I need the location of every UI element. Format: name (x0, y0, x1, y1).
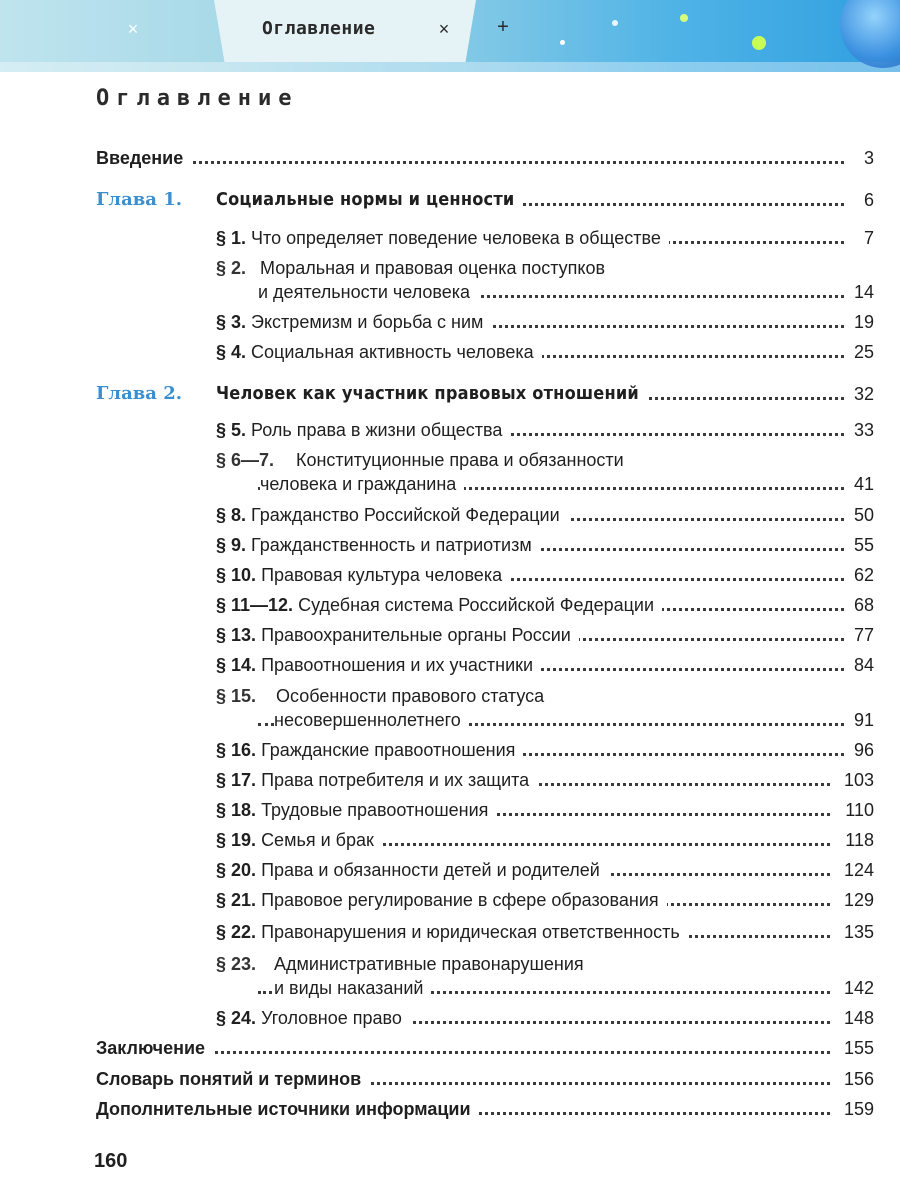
section-number: § 4. (216, 342, 247, 362)
toc-entry (216, 828, 382, 852)
toc-page-number: 156 (838, 1067, 874, 1091)
toc-page-number: 103 (838, 768, 874, 792)
new-tab-icon[interactable]: + (497, 16, 509, 38)
toc-row[interactable] (0, 888, 900, 912)
section-title-line1: Конституционные права и обязанности (296, 450, 624, 470)
section-number: § 18. (216, 800, 257, 820)
toc-page-number: 14 (848, 280, 874, 304)
toc-row-conclusion[interactable] (0, 1036, 900, 1060)
chapter-title: Социальные нормы и ценности (216, 188, 522, 212)
toc-row[interactable] (0, 920, 900, 944)
toc-page-number: 19 (848, 310, 874, 334)
toc-row[interactable] (0, 768, 900, 792)
section-title: Социальная активность человека (251, 342, 534, 362)
section-number: § 11—12. (216, 595, 294, 615)
toc-entry (216, 920, 688, 944)
toc-back-label: Дополнительные источники информации (96, 1097, 479, 1121)
section-title: Правовая культура человека (261, 565, 503, 585)
toc-row[interactable] (0, 828, 900, 852)
section-title-line1: Административные правонарушения (274, 954, 584, 974)
section-number: § 23. (216, 954, 257, 974)
toc-page-number: 25 (848, 340, 874, 364)
section-number: § 22. (216, 922, 257, 942)
toc-row[interactable] (0, 798, 900, 822)
toc-row[interactable] (0, 563, 900, 587)
toc-row[interactable] (0, 448, 900, 496)
toc-page-number: 3 (858, 146, 874, 170)
toc-entry (216, 226, 669, 250)
toc-row[interactable] (0, 226, 900, 250)
section-number: § 20. (216, 860, 257, 880)
toc-entry (216, 768, 537, 792)
toc-chapter-2[interactable] (0, 382, 900, 406)
section-title: Гражданство Российской Федерации (251, 505, 560, 525)
toc-row[interactable] (0, 1006, 900, 1030)
toc-row[interactable] (0, 684, 900, 732)
toc-entry (216, 340, 542, 364)
section-number: § 1. (216, 228, 247, 248)
toc-row[interactable] (0, 310, 900, 334)
section-title: и виды наказаний (274, 976, 431, 1000)
section-title: Права потребителя и их защита (261, 770, 530, 790)
page-title: Оглавление (96, 86, 299, 111)
section-number: § 6—7. (216, 450, 275, 470)
tab-close-icon[interactable]: × (438, 19, 450, 39)
section-number: § 8. (216, 505, 247, 525)
toc-row[interactable] (0, 952, 900, 1000)
section-title: Роль права в жизни общества (251, 420, 503, 440)
toc-back-label: Заключение (96, 1036, 213, 1060)
toc-page-number: 159 (838, 1097, 874, 1121)
chapter-title: Человек как участник правовых отношений (216, 382, 647, 406)
section-title: Уголовное право (261, 1008, 402, 1028)
toc-entry (216, 858, 608, 882)
toc-entry (216, 798, 496, 822)
toc-page-number: 110 (839, 798, 874, 822)
toc-page-number: 41 (848, 472, 874, 496)
toc-row[interactable] (0, 623, 900, 647)
toc-entry (216, 593, 662, 617)
section-number: § 10. (216, 565, 257, 585)
toc-entry (216, 888, 667, 912)
toc-row[interactable] (0, 340, 900, 364)
section-title: Трудовые правоотношения (261, 800, 489, 820)
section-number: § 13. (216, 625, 257, 645)
toc-page-number: 96 (848, 738, 874, 762)
section-title: Семья и брак (261, 830, 374, 850)
section-number: § 2. (216, 258, 247, 278)
section-title: Правоотношения и их участники (261, 655, 534, 675)
section-title: Права и обязанности детей и родителей (261, 860, 600, 880)
toc-page-number: 50 (848, 503, 874, 527)
toc-page-number: 91 (848, 708, 874, 732)
toc-entry (216, 418, 510, 442)
section-number: § 24. (216, 1008, 257, 1028)
toc-row[interactable] (0, 738, 900, 762)
toc-row[interactable] (0, 256, 900, 304)
toc-chapter-1[interactable] (0, 188, 900, 212)
tab-title[interactable]: Оглавление (262, 18, 376, 39)
section-title: человека и гражданина (260, 472, 464, 496)
toc-page-number: 129 (838, 888, 874, 912)
section-title: Правовое регулирование в сфере образования (261, 890, 659, 910)
toc-page-number: 32 (848, 382, 874, 406)
toc-entry (216, 623, 579, 647)
section-number: § 16. (216, 740, 257, 760)
section-title: несовершеннолетнего (274, 708, 469, 732)
toc-entry (216, 563, 510, 587)
toc-entry (216, 533, 540, 557)
toc-entry (216, 653, 541, 677)
section-title-line1: Особенности правового статуса (276, 686, 545, 706)
toc-row-intro[interactable] (0, 146, 900, 170)
section-title: Гражданские правоотношения (261, 740, 516, 760)
section-number: § 21. (216, 890, 257, 910)
toc-page-number: 135 (838, 920, 874, 944)
section-title: и деятельности человека (258, 280, 478, 304)
toc-entry (216, 738, 523, 762)
toc-entry (216, 1006, 410, 1030)
toc-page-number: 155 (838, 1036, 874, 1060)
section-number: § 9. (216, 535, 247, 555)
section-number: § 3. (216, 312, 247, 332)
inactive-tab-close-icon[interactable]: × (127, 19, 139, 39)
toc-row[interactable] (0, 593, 900, 617)
dot-leader (96, 161, 844, 164)
section-number: § 19. (216, 830, 257, 850)
toc-row[interactable] (0, 533, 900, 557)
toc-page-number: 6 (858, 188, 874, 212)
page-number: 160 (94, 1150, 128, 1172)
section-title: Правоохранительные органы России (261, 625, 571, 645)
toc-page-number: 124 (838, 858, 874, 882)
toc-row[interactable] (0, 858, 900, 882)
toc-page-number: 62 (848, 563, 874, 587)
toc-page-number: 55 (848, 533, 874, 557)
section-title: Правонарушения и юридическая ответственность (261, 922, 680, 942)
toc-row[interactable] (0, 503, 900, 527)
section-number: § 14. (216, 655, 257, 675)
section-title: Судебная система Российской Федерации (298, 595, 655, 615)
section-number: § 5. (216, 420, 247, 440)
toc-row-glossary[interactable] (0, 1067, 900, 1091)
section-number: § 17. (216, 770, 257, 790)
toc-page-number: 118 (839, 828, 874, 852)
toc-page-number: 148 (838, 1006, 874, 1030)
chapter-label: Глава 1. (96, 189, 183, 210)
toc-back-label: Словарь понятий и терминов (96, 1067, 369, 1091)
toc-page-number: 77 (848, 623, 874, 647)
toc-entry (216, 310, 491, 334)
toc-page-number: 142 (838, 976, 874, 1000)
toc-page-number: 7 (858, 226, 874, 250)
section-title: Гражданственность и патриотизм (251, 535, 532, 555)
toc-intro-label: Введение (96, 146, 191, 170)
section-title-line1: Моральная и правовая оценка поступков (260, 258, 606, 278)
toc-page-number: 33 (848, 418, 874, 442)
toc-row[interactable] (0, 418, 900, 442)
chapter-label: Глава 2. (96, 383, 183, 404)
section-title: Что определяет поведение человека в обществе (251, 228, 661, 248)
toc-row[interactable] (0, 653, 900, 677)
toc-page-number: 84 (848, 653, 874, 677)
section-title: Экстремизм и борьба с ним (251, 312, 484, 332)
toc-entry (216, 503, 568, 527)
section-number: § 15. (216, 686, 257, 706)
toc-page-number: 68 (848, 593, 874, 617)
toc-row-sources[interactable] (0, 1097, 900, 1121)
